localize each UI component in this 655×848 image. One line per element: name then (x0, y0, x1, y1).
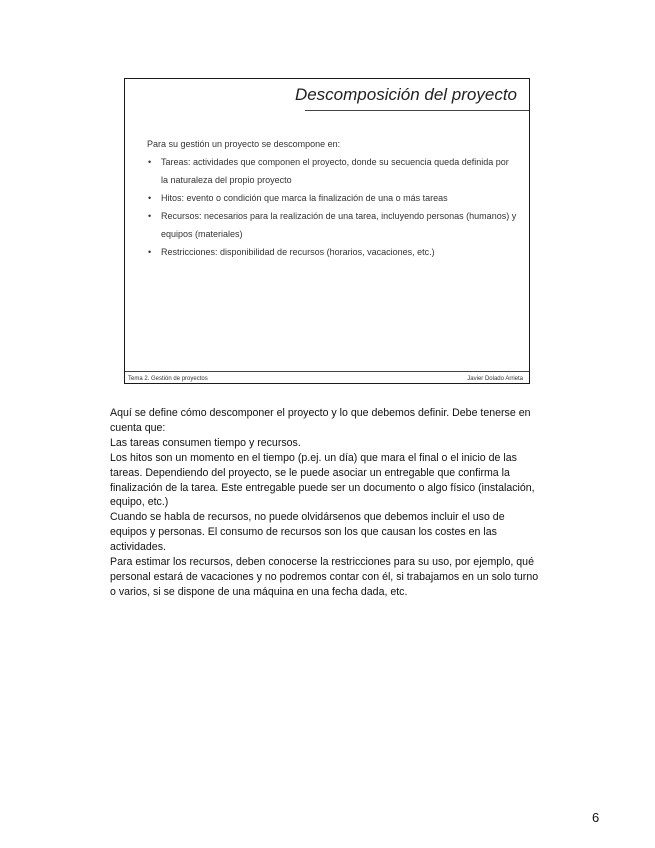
slide-bullet-list (147, 153, 517, 261)
notes-paragraph-intro: Aquí se define cómo descomponer el proyecto y lo que debemos definir. Debe tenerse en cuenta que: (110, 407, 531, 434)
slide-title: Descomposición del proyecto (294, 85, 517, 104)
notes-paragraph-restricciones: Para estimar los recursos, deben conocerse la restricciones para su uso, por ejemplo, qué personal estará de vacaciones y no podremos contar con él, si trabajamos en un solo turno o varios, si se dispone de una máquina en una fecha dada, etc. (110, 556, 539, 598)
notes-paragraph-recursos: Cuando se habla de recursos, no puede olvidársenos que debemos incluir el uso de equipos y personas. El consumo de recursos son los que causan los costes en las actividades. (110, 511, 505, 554)
bullet-restricciones: • Restricciones: disponibilidad de recursos (horarios, vacaciones, etc.) (147, 243, 517, 261)
page-number: 6 (592, 810, 600, 825)
speaker-notes (110, 406, 542, 600)
bullet-tareas: • Tareas: actividades que componen el proyecto, donde su secuencia queda definida por la naturaleza del propio proyecto (147, 153, 517, 189)
slide-footer-course: Tema 2. Gestión de proyectos (128, 376, 208, 382)
slide-footer-author: Javier Dolado Arrieta (467, 376, 523, 382)
slide-intro: Para su gestión un proyecto se descompone en: (147, 139, 341, 149)
notes-paragraph-tareas: Las tareas consumen tiempo y recursos. (110, 436, 301, 449)
slide-body (147, 135, 517, 261)
notes-paragraph-hitos: Los hitos son un momento en el tiempo (p.ej. un día) que mara el final o el inicio de las tareas. Dependiendo del proyecto, se le puede asociar un entregable que confirma la finalización de la tarea. Este entregable puede ser un documento o algo físico (instalación, equipo, etc.) (110, 451, 535, 509)
bullet-hitos: • Hitos: evento o condición que marca la finalización de una o más tareas (147, 189, 517, 207)
footer-divider (125, 371, 529, 372)
bullet-recursos: • Recursos: necesarios para la realización de una tarea, incluyendo personas (humanos) y equipos (materiales) (147, 207, 517, 243)
slide-thumbnail (124, 78, 530, 384)
title-divider (305, 110, 529, 111)
